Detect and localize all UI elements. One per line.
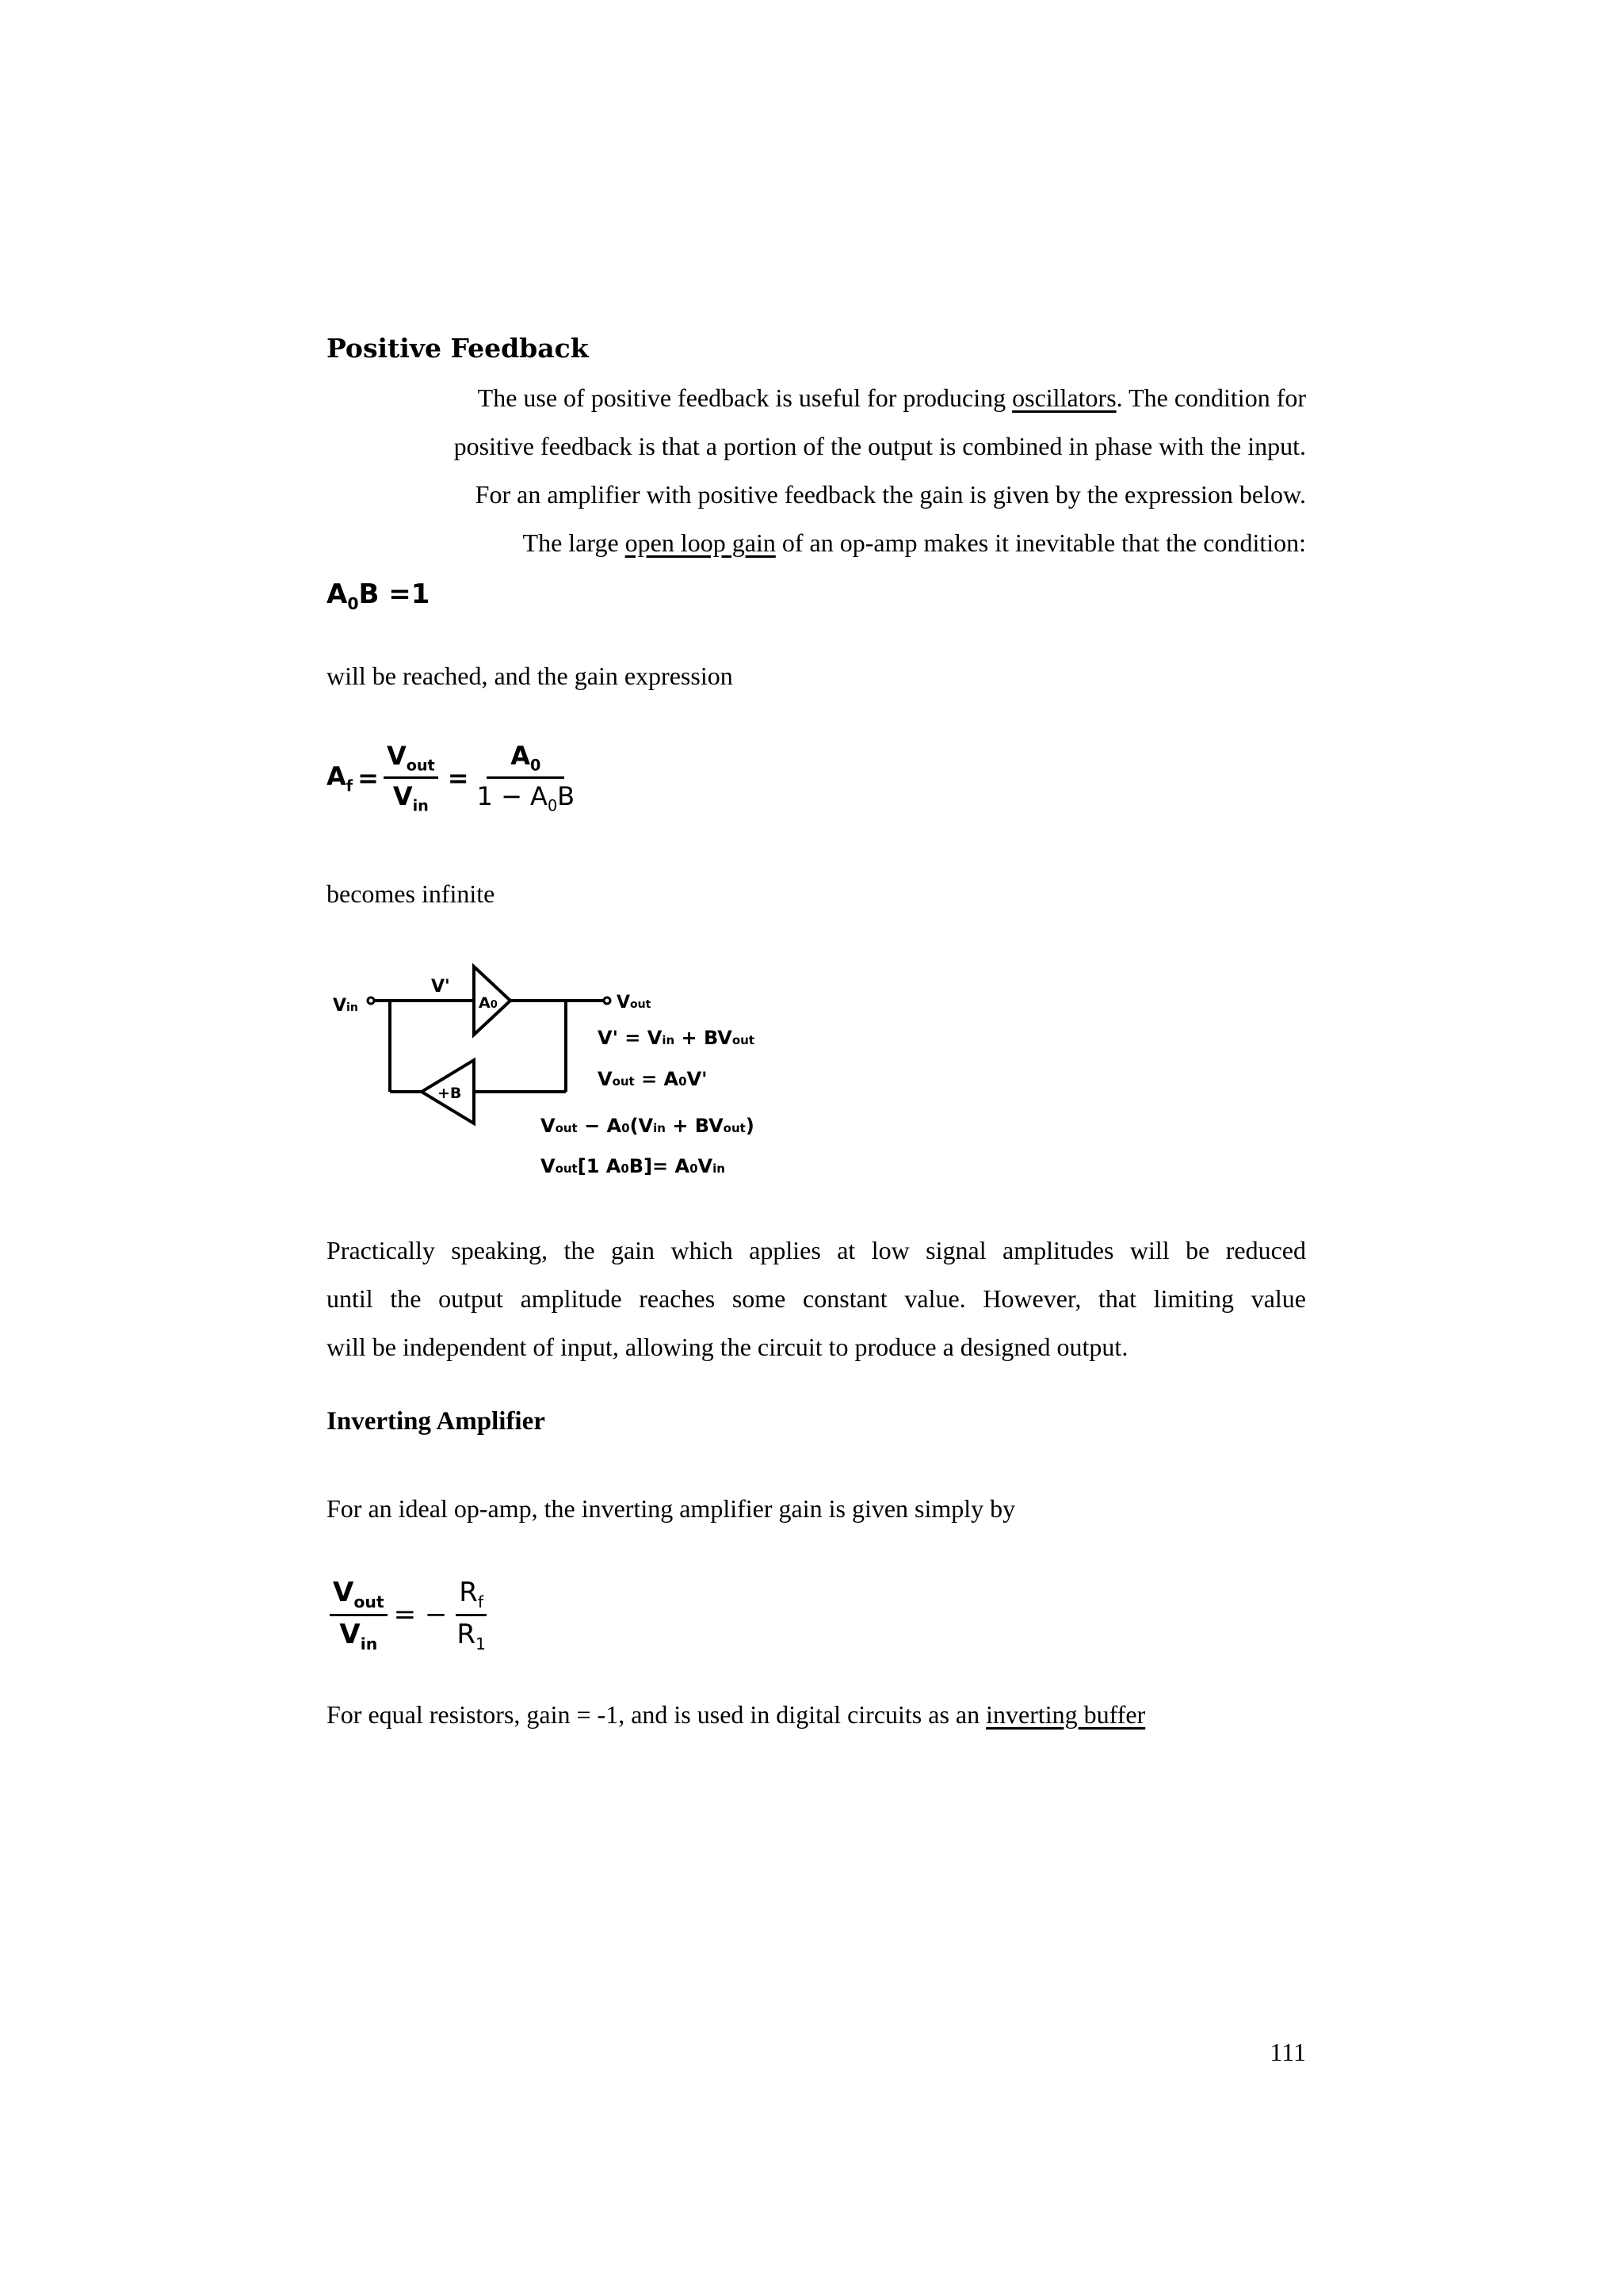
eq-subscript: out bbox=[731, 1033, 755, 1047]
eq-symbol: V bbox=[392, 781, 413, 812]
eq-subscript: 0 bbox=[547, 796, 558, 815]
eq-symbol: 1 − A bbox=[476, 781, 548, 812]
eq-subscript: 0 bbox=[621, 1121, 630, 1135]
eq-symbol: V bbox=[333, 1577, 354, 1608]
circuit-equation-2 bbox=[598, 1068, 708, 1090]
page-number: 111 bbox=[1270, 2038, 1306, 2066]
text-run: The use of positive feedback is useful for producing bbox=[477, 383, 1013, 412]
amplifier-label bbox=[479, 994, 498, 1012]
eq-subscript: out bbox=[555, 1161, 578, 1176]
fraction-numerator bbox=[330, 1577, 388, 1616]
section-heading-positive-feedback: Positive Feedback bbox=[327, 333, 589, 364]
eq-equals: = bbox=[357, 762, 379, 793]
eq-subscript: in bbox=[360, 1634, 378, 1653]
label-symbol: A bbox=[479, 994, 491, 1012]
paragraph-line bbox=[428, 519, 1306, 567]
inverting-gain-equation bbox=[330, 1577, 489, 1653]
eq-symbol: B bbox=[557, 781, 575, 812]
circuit-wires bbox=[374, 967, 604, 1123]
vout-label bbox=[617, 993, 651, 1013]
eq-subscript: out bbox=[612, 1074, 635, 1089]
open-loop-gain-link[interactable]: open loop gain bbox=[624, 528, 776, 557]
eq-subscript: 0 bbox=[347, 593, 359, 613]
input-terminal bbox=[368, 997, 374, 1004]
eq-part: (V bbox=[629, 1115, 654, 1137]
eq-subscript: 0 bbox=[530, 756, 541, 775]
equal-resistors-text bbox=[327, 1691, 1145, 1739]
eq-symbol: R bbox=[459, 1577, 478, 1608]
fraction-numerator bbox=[487, 741, 564, 779]
eq-part: + BV bbox=[674, 1027, 732, 1049]
vprime-label: V' bbox=[431, 977, 450, 997]
eq-subscript: out bbox=[406, 756, 435, 775]
eq-subscript: 1 bbox=[475, 1634, 487, 1653]
circuit-equation-3 bbox=[540, 1115, 754, 1137]
eq-part: ) bbox=[745, 1115, 754, 1137]
eq-part: + BV bbox=[665, 1115, 724, 1137]
label-symbol: V bbox=[617, 993, 631, 1013]
text-run: The large bbox=[522, 528, 625, 557]
eq-symbol: R bbox=[456, 1618, 476, 1650]
text-run: For equal resistors, gain = -1, and is used in digital circuits as an bbox=[327, 1700, 987, 1729]
paragraph-line: positive feedback is that a portion of the output is combined in phase with the input. bbox=[453, 432, 1306, 460]
paragraph-line bbox=[380, 374, 1306, 422]
eq-subscript: out bbox=[555, 1121, 578, 1135]
paragraph-line: Practically speaking, the gain which applies at low signal amplitudes will be reduced bbox=[327, 1236, 1306, 1264]
paragraph-line: For an amplifier with positive feedback the gain is given by the expression below. bbox=[475, 480, 1306, 509]
fraction-denominator bbox=[390, 779, 432, 814]
eq-part: V' bbox=[686, 1068, 708, 1090]
fraction-denominator bbox=[453, 1616, 489, 1653]
eq-symbol: A bbox=[327, 578, 348, 610]
eq-part: = A bbox=[634, 1068, 679, 1090]
eq-subscript: 0 bbox=[689, 1161, 698, 1176]
condition-equation bbox=[327, 578, 430, 613]
eq-symbol: B =1 bbox=[358, 578, 430, 610]
eq-subscript: in bbox=[712, 1161, 725, 1176]
eq-part: [1 A bbox=[577, 1155, 621, 1177]
eq-symbol: V bbox=[339, 1618, 361, 1650]
eq-part: V' = V bbox=[598, 1027, 663, 1049]
eq-subscript: in bbox=[653, 1121, 666, 1135]
gain-fraction bbox=[474, 741, 579, 815]
label-subscript: out bbox=[630, 998, 651, 1011]
inverting-intro-text: For an ideal op-amp, the inverting amplifier gain is given simply by bbox=[327, 1494, 1016, 1523]
vout-over-vin-fraction bbox=[330, 1577, 388, 1653]
eq-subscript: f bbox=[346, 776, 353, 795]
eq-part: − A bbox=[577, 1115, 622, 1137]
eq-lhs bbox=[327, 761, 353, 795]
fraction-numerator bbox=[456, 1577, 487, 1616]
eq-subscript: 0 bbox=[678, 1074, 687, 1089]
eq-symbol: V bbox=[386, 741, 407, 771]
label-subscript: 0 bbox=[490, 999, 498, 1011]
paragraph-line: will be independent of input, allowing the circuit to produce a designed output. bbox=[327, 1333, 1128, 1361]
positive-feedback-circuit-diagram bbox=[327, 959, 802, 1188]
eq-part: B]= A bbox=[628, 1155, 690, 1177]
label-subscript: in bbox=[346, 1001, 358, 1014]
circuit-equation-4 bbox=[540, 1155, 725, 1177]
vout-over-vin-fraction bbox=[384, 741, 438, 815]
fraction-denominator bbox=[336, 1616, 380, 1653]
vin-label bbox=[333, 996, 358, 1016]
becomes-infinite-text: becomes infinite bbox=[327, 879, 495, 908]
eq-subscript: 0 bbox=[621, 1161, 629, 1176]
eq-symbol: A bbox=[510, 741, 531, 771]
inverting-buffer-link[interactable]: inverting buffer bbox=[986, 1700, 1146, 1729]
gain-equation bbox=[327, 741, 578, 815]
eq-equals: = bbox=[447, 762, 469, 793]
oscillators-link[interactable]: oscillators bbox=[1012, 383, 1117, 412]
feedback-label: +B bbox=[437, 1085, 462, 1102]
text-run: . The condition for bbox=[1116, 383, 1306, 412]
eq-symbol: A bbox=[327, 761, 346, 791]
eq-part: V bbox=[540, 1115, 556, 1137]
eq-part: V bbox=[598, 1068, 613, 1090]
eq-subscript: out bbox=[353, 1592, 384, 1611]
eq-part: V bbox=[697, 1155, 713, 1177]
circuit-equation-1 bbox=[598, 1027, 754, 1049]
eq-part: V bbox=[540, 1155, 556, 1177]
gain-intro-text: will be reached, and the gain expression bbox=[327, 662, 733, 690]
output-terminal bbox=[604, 997, 610, 1004]
text-run: of an op-amp makes it inevitable that the condition: bbox=[775, 528, 1306, 557]
rf-over-r1-fraction bbox=[453, 1577, 489, 1653]
section-heading-inverting-amplifier: Inverting Amplifier bbox=[327, 1407, 545, 1436]
eq-subscript: in bbox=[662, 1033, 675, 1047]
fraction-denominator bbox=[474, 779, 579, 814]
eq-subscript: out bbox=[723, 1121, 746, 1135]
eq-subscript: f bbox=[477, 1592, 484, 1611]
eq-subscript: in bbox=[412, 796, 429, 815]
eq-equals: = − bbox=[393, 1599, 448, 1631]
fraction-numerator bbox=[384, 741, 438, 779]
paragraph-line: until the output amplitude reaches some constant value. However, that limiting value bbox=[327, 1284, 1306, 1313]
label-symbol: V bbox=[333, 996, 347, 1016]
